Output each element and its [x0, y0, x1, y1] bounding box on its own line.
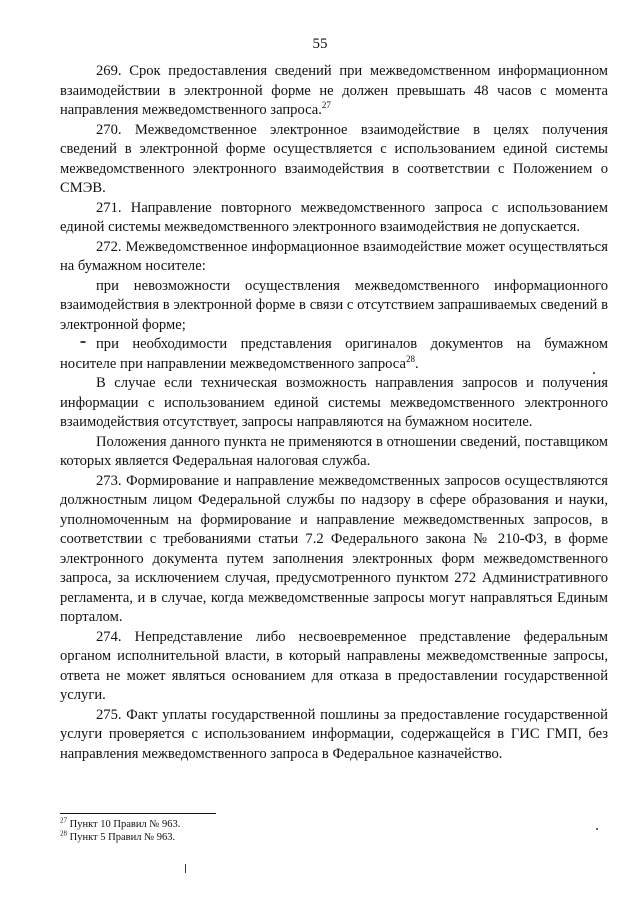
footnote-number: 27 [60, 816, 67, 825]
paragraph-suffix: . [414, 355, 419, 372]
paragraph-text: Положения данного пункта не применяются в отношении сведений, поставщиком которых является Федеральная налоговая служба. [60, 433, 608, 469]
footnote-reference: 28 [405, 353, 415, 364]
scan-speck [80, 341, 86, 343]
paragraph-text: 273. Формирование и направление межведомственных запросов осуществляются должностным лицом Федеральной службы по надзору в сфере образования и науки, уполномоченным на формирование и направление межведомственных запросов, в соответствии с требованиями статьи 7.2 Федерального закона № 210-ФЗ, в форме электронного документа путем заполнения электронных форм межведомственного запроса, за исключением случая, предусмотренного пунктом 272 Административного регламента, и в случае, когда межведомственные запросы могут направляться Единым порталом. [60, 472, 608, 625]
paragraph-text: 274. Непредставление либо несвоевременное представление федеральным органом исполнительной власти, в который направлены межведомственные запросы, ответа не может являться основанием для отказа в предоставлении государственной услуги. [60, 628, 608, 703]
footnote-27 [60, 818, 460, 831]
footnote-number: 28 [60, 829, 67, 838]
paragraph-272 [60, 238, 608, 277]
footnote-text: Пункт 10 Правил № 963. [69, 819, 181, 830]
scan-speck [596, 828, 598, 830]
footnote-reference: 27 [321, 100, 331, 111]
paragraph-text: 271. Направление повторного межведомственного запроса с использованием единой системы межведомственного электронного взаимодействия не допускается. [60, 199, 608, 235]
page-number: 55 [312, 36, 328, 52]
document-body [60, 62, 608, 764]
paragraph-271 [60, 199, 608, 238]
paragraph-272-item-2 [60, 335, 608, 374]
paragraph-text: В случае если техническая возможность направления запросов и получения информации с использованием единой системы межведомственного электронного взаимодействия отсутствует, запросы направляются на бумажном носителе. [60, 375, 608, 430]
paragraph-text: 275. Факт уплаты государственной пошлины за предоставление государственной услуги проверяется с использованием информации, содержащейся в ГИС ГМП, без направления межведомственного запроса в Федеральное казначейство. [60, 706, 608, 762]
paragraph-text: при необходимости представления оригиналов документов на бумажном носителе при направлении межведомственного запроса [60, 336, 608, 372]
footnote-text: Пункт 5 Правил № 963. [69, 832, 176, 843]
paragraph-272-item-1 [60, 277, 608, 336]
paragraph-text: 272. Межведомственное информационное взаимодействие может осуществляться на бумажном носителе: [60, 238, 608, 274]
paragraph-text: 269. Срок предоставления сведений при межведомственном информационном взаимодействии в электронной форме не должен превышать 48 часов с момента направления межведомственного запроса. [60, 63, 608, 118]
paragraph-270 [60, 121, 608, 199]
footnote-28 [60, 831, 460, 844]
paragraph-273 [60, 472, 608, 628]
scan-speck [185, 864, 186, 873]
paragraph-274 [60, 628, 608, 706]
paragraph-text: при невозможности осуществления межведомственного информационного взаимодействия в электронной форме в связи с отсутствием запрашиваемых сведений в электронной форме; [60, 277, 608, 333]
paragraph-275 [60, 706, 608, 765]
paragraph-269 [60, 62, 608, 121]
paragraph-text: 270. Межведомственное электронное взаимодействие в целях получения сведений в электронной форме осуществляется с использованием единой системы межведомственного электронного взаимодействия в соответствии с Положением о СМЭВ. [60, 121, 608, 196]
scan-speck [593, 372, 595, 374]
footnotes-section [60, 818, 460, 844]
footnote-divider [60, 813, 216, 814]
paragraph-272-note [60, 374, 608, 433]
paragraph-272-exception [60, 433, 608, 472]
